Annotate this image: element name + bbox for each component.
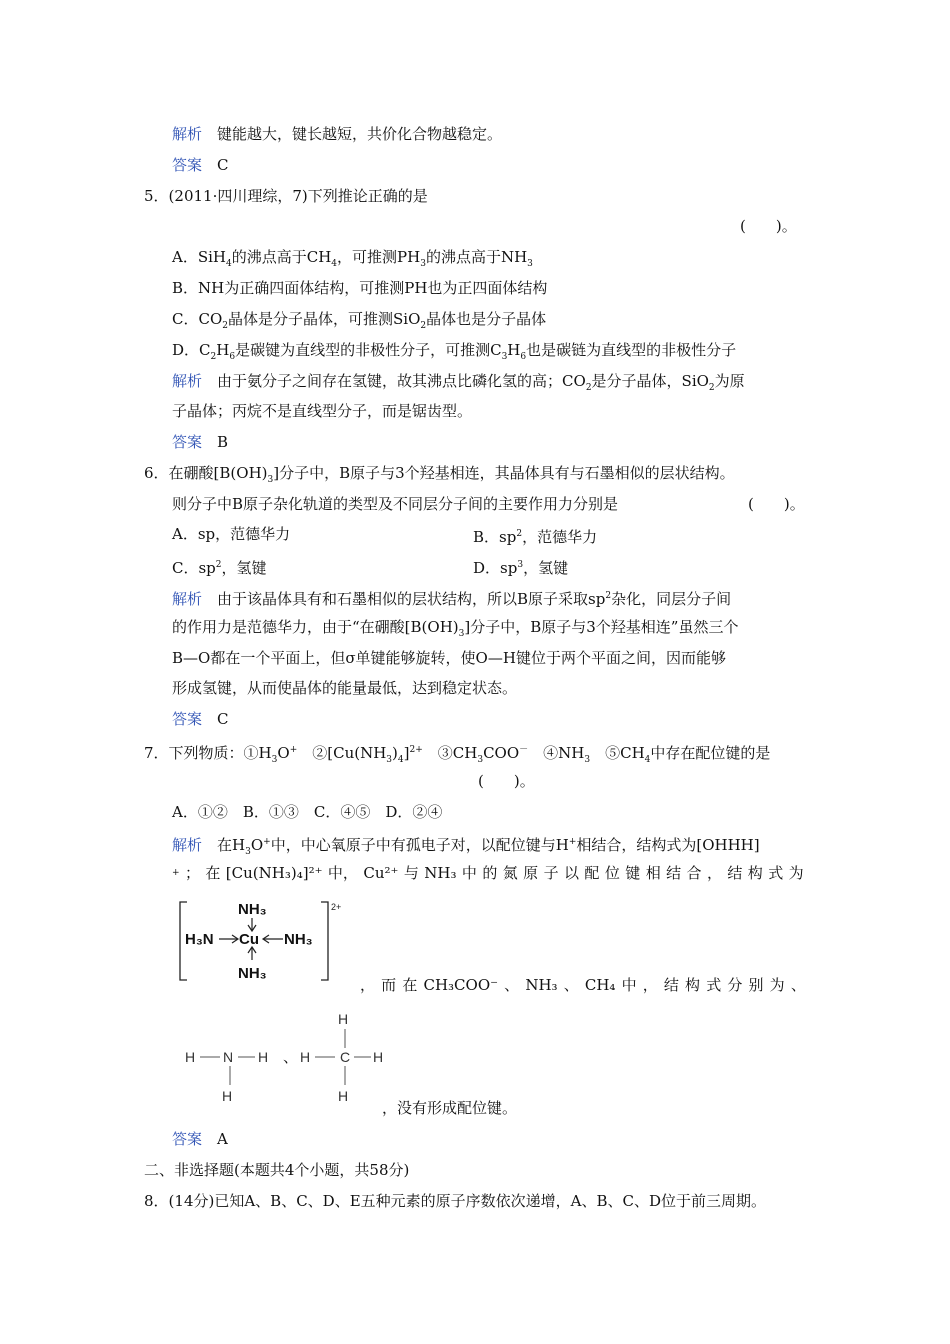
ch4-h-top: H: [338, 1011, 349, 1027]
q6-stem-1: 6．在硼酸$[B(OH)_3]$分子中，B原子与3个羟基相连，其晶体具有与石墨相似的层状结构。: [144, 464, 735, 485]
ch4-structure: [300, 1011, 383, 1104]
q7-analysis-line-3: ， 而 在 CH₃COO⁻ 、 NH₃ 、 CH₄ 中 ， 结 构 式 分 别 为 、: [360, 976, 806, 994]
q5-analysis-line-1: 解析 由于氨分子之间存在氢键，故其沸点比磷化氢的高；$CO_2$是分子晶体，SiO$_2$为原: [172, 372, 745, 393]
q4-analysis-line: [172, 124, 502, 144]
top-ligand: NH₃: [238, 901, 267, 918]
answer-value: C: [217, 710, 229, 728]
q5-answer-blank: ( )。: [740, 217, 797, 235]
q7-options: A．①② B．①③ C．④⑤ D．②④: [172, 803, 443, 821]
charge-label: 2+: [331, 902, 342, 912]
analysis-label: 解析: [172, 590, 203, 608]
q5-option-a: A．SiH$_4$的沸点高于$CH_4$，可推测$PH_3$的沸点高于$NH_3$: [172, 248, 533, 269]
q6-answer-blank: ( )。: [748, 495, 805, 513]
nh3-h-left: H: [185, 1049, 196, 1065]
bottom-ligand: NH₃: [238, 965, 267, 982]
ch4-c: C: [340, 1049, 351, 1065]
q7-analysis-line-1: 解析 在$H_3O^+$中，中心氧原子中有孤电子对，以配位键与H+相结合，结构式为[OHHH]: [172, 836, 760, 857]
right-bracket: [321, 902, 328, 980]
right-ligand: NH₃: [284, 931, 313, 948]
nh3-h-right: H: [258, 1049, 269, 1065]
analysis-text: 键能越大，键长越短，共价化合物越稳定。: [217, 125, 503, 143]
answer-value: C: [217, 156, 229, 174]
ch4-h-bottom: H: [338, 1088, 349, 1104]
q6-analysis-line-1: 解析 由于该晶体具有和石墨相似的层状结构，所以B原子采取$sp^2$杂化，同层分子间: [172, 590, 732, 608]
q5-stem: 5．(2011·四川理综，7)下列推论正确的是: [144, 187, 428, 205]
q6-analysis-line-2: 的作用力是范德华力，由于“在硼酸$[B(OH)_3]$分子中，B原子与3个羟基相连”虽然三个: [172, 618, 739, 639]
nh3-n: N: [223, 1049, 234, 1065]
left-ligand: H₃N: [185, 931, 214, 948]
answer-value: A: [217, 1130, 228, 1148]
answer-label: 答案: [172, 1130, 203, 1148]
q6-option-d: D．$sp^3$，氢键: [473, 559, 569, 577]
q6-analysis-line-4: 形成氢键，从而使晶体的能量最低，达到稳定状态。: [172, 679, 518, 697]
q7-analysis-line-2: + ； 在 [Cu(NH₃)₄]²⁺ 中， Cu²⁺ 与 NH₃ 中 的 氮 原 子 以 配 位 键 相 结 合 ， 结 构 式 为: [172, 864, 804, 882]
answer-value: B: [217, 433, 229, 451]
q5-option-c: C．$CO_2$晶体是分子晶体，可推测SiO$_2$晶体也是分子晶体: [172, 310, 547, 331]
q6-option-c: C．$sp^2$，氢键: [172, 559, 267, 577]
structure-separator: 、: [283, 1049, 299, 1066]
analysis-label: 解析: [172, 836, 203, 854]
q7-answer-blank: ( )。: [478, 772, 535, 790]
q5-analysis-line-2: 子晶体；丙烷不是直线型分子，而是锯齿型。: [172, 402, 473, 420]
q7-stem: 7．下列物质：$①H_3O^+$ $②[Cu(NH_3)_4]^{2+}$ $③CH_3COO^-$ $④NH_3$ $⑤CH_4$中存在配位键的是: [144, 744, 771, 765]
nh3-h-bottom: H: [222, 1088, 233, 1104]
nh3-structure: [185, 1049, 268, 1104]
nh3-ch4-structures: [180, 1008, 400, 1108]
answer-label: 答案: [172, 156, 203, 174]
q7-answer-line: [172, 1129, 228, 1149]
q6-stem-2: 则分子中B原子杂化轨道的类型及不同层分子间的主要作用力分别是: [172, 495, 619, 513]
q6-analysis-line-3: B—O都在一个平面上，但σ单键能够旋转，使O—H键位于两个平面之间，因而能够: [172, 649, 726, 667]
analysis-label: 解析: [172, 372, 203, 390]
ch4-h-right: H: [373, 1049, 384, 1065]
analysis-label: 解析: [172, 125, 203, 143]
cu-complex-structure: [175, 894, 350, 994]
q5-option-b: B．NH为正确四面体结构，可推测PH也为正四面体结构: [172, 279, 548, 297]
q5-answer-line: [172, 432, 228, 452]
answer-label: 答案: [172, 433, 203, 451]
q6-answer-line: [172, 709, 229, 729]
answer-label: 答案: [172, 710, 203, 728]
center-atom: Cu: [239, 931, 259, 948]
q7-analysis-end: ，没有形成配位键。: [382, 1099, 518, 1117]
section-heading: 二、非选择题(本题共4个小题，共58分): [144, 1161, 410, 1179]
ch4-h-left: H: [300, 1049, 311, 1065]
q6-option-b: B．$sp^2$，范德华力: [473, 528, 598, 546]
q5-option-d: D．$C_2H_6$是碳键为直线型的非极性分子，可推测$C_3H_6$也是碳链为直线型的非极性分子: [172, 341, 737, 362]
q8-stem: 8．(14分)已知A、B、C、D、E五种元素的原子序数依次递增，A、B、C、D位于前三周期。: [144, 1192, 767, 1210]
q6-option-a: A．sp，范德华力: [172, 525, 291, 543]
q4-answer-line: [172, 155, 229, 175]
